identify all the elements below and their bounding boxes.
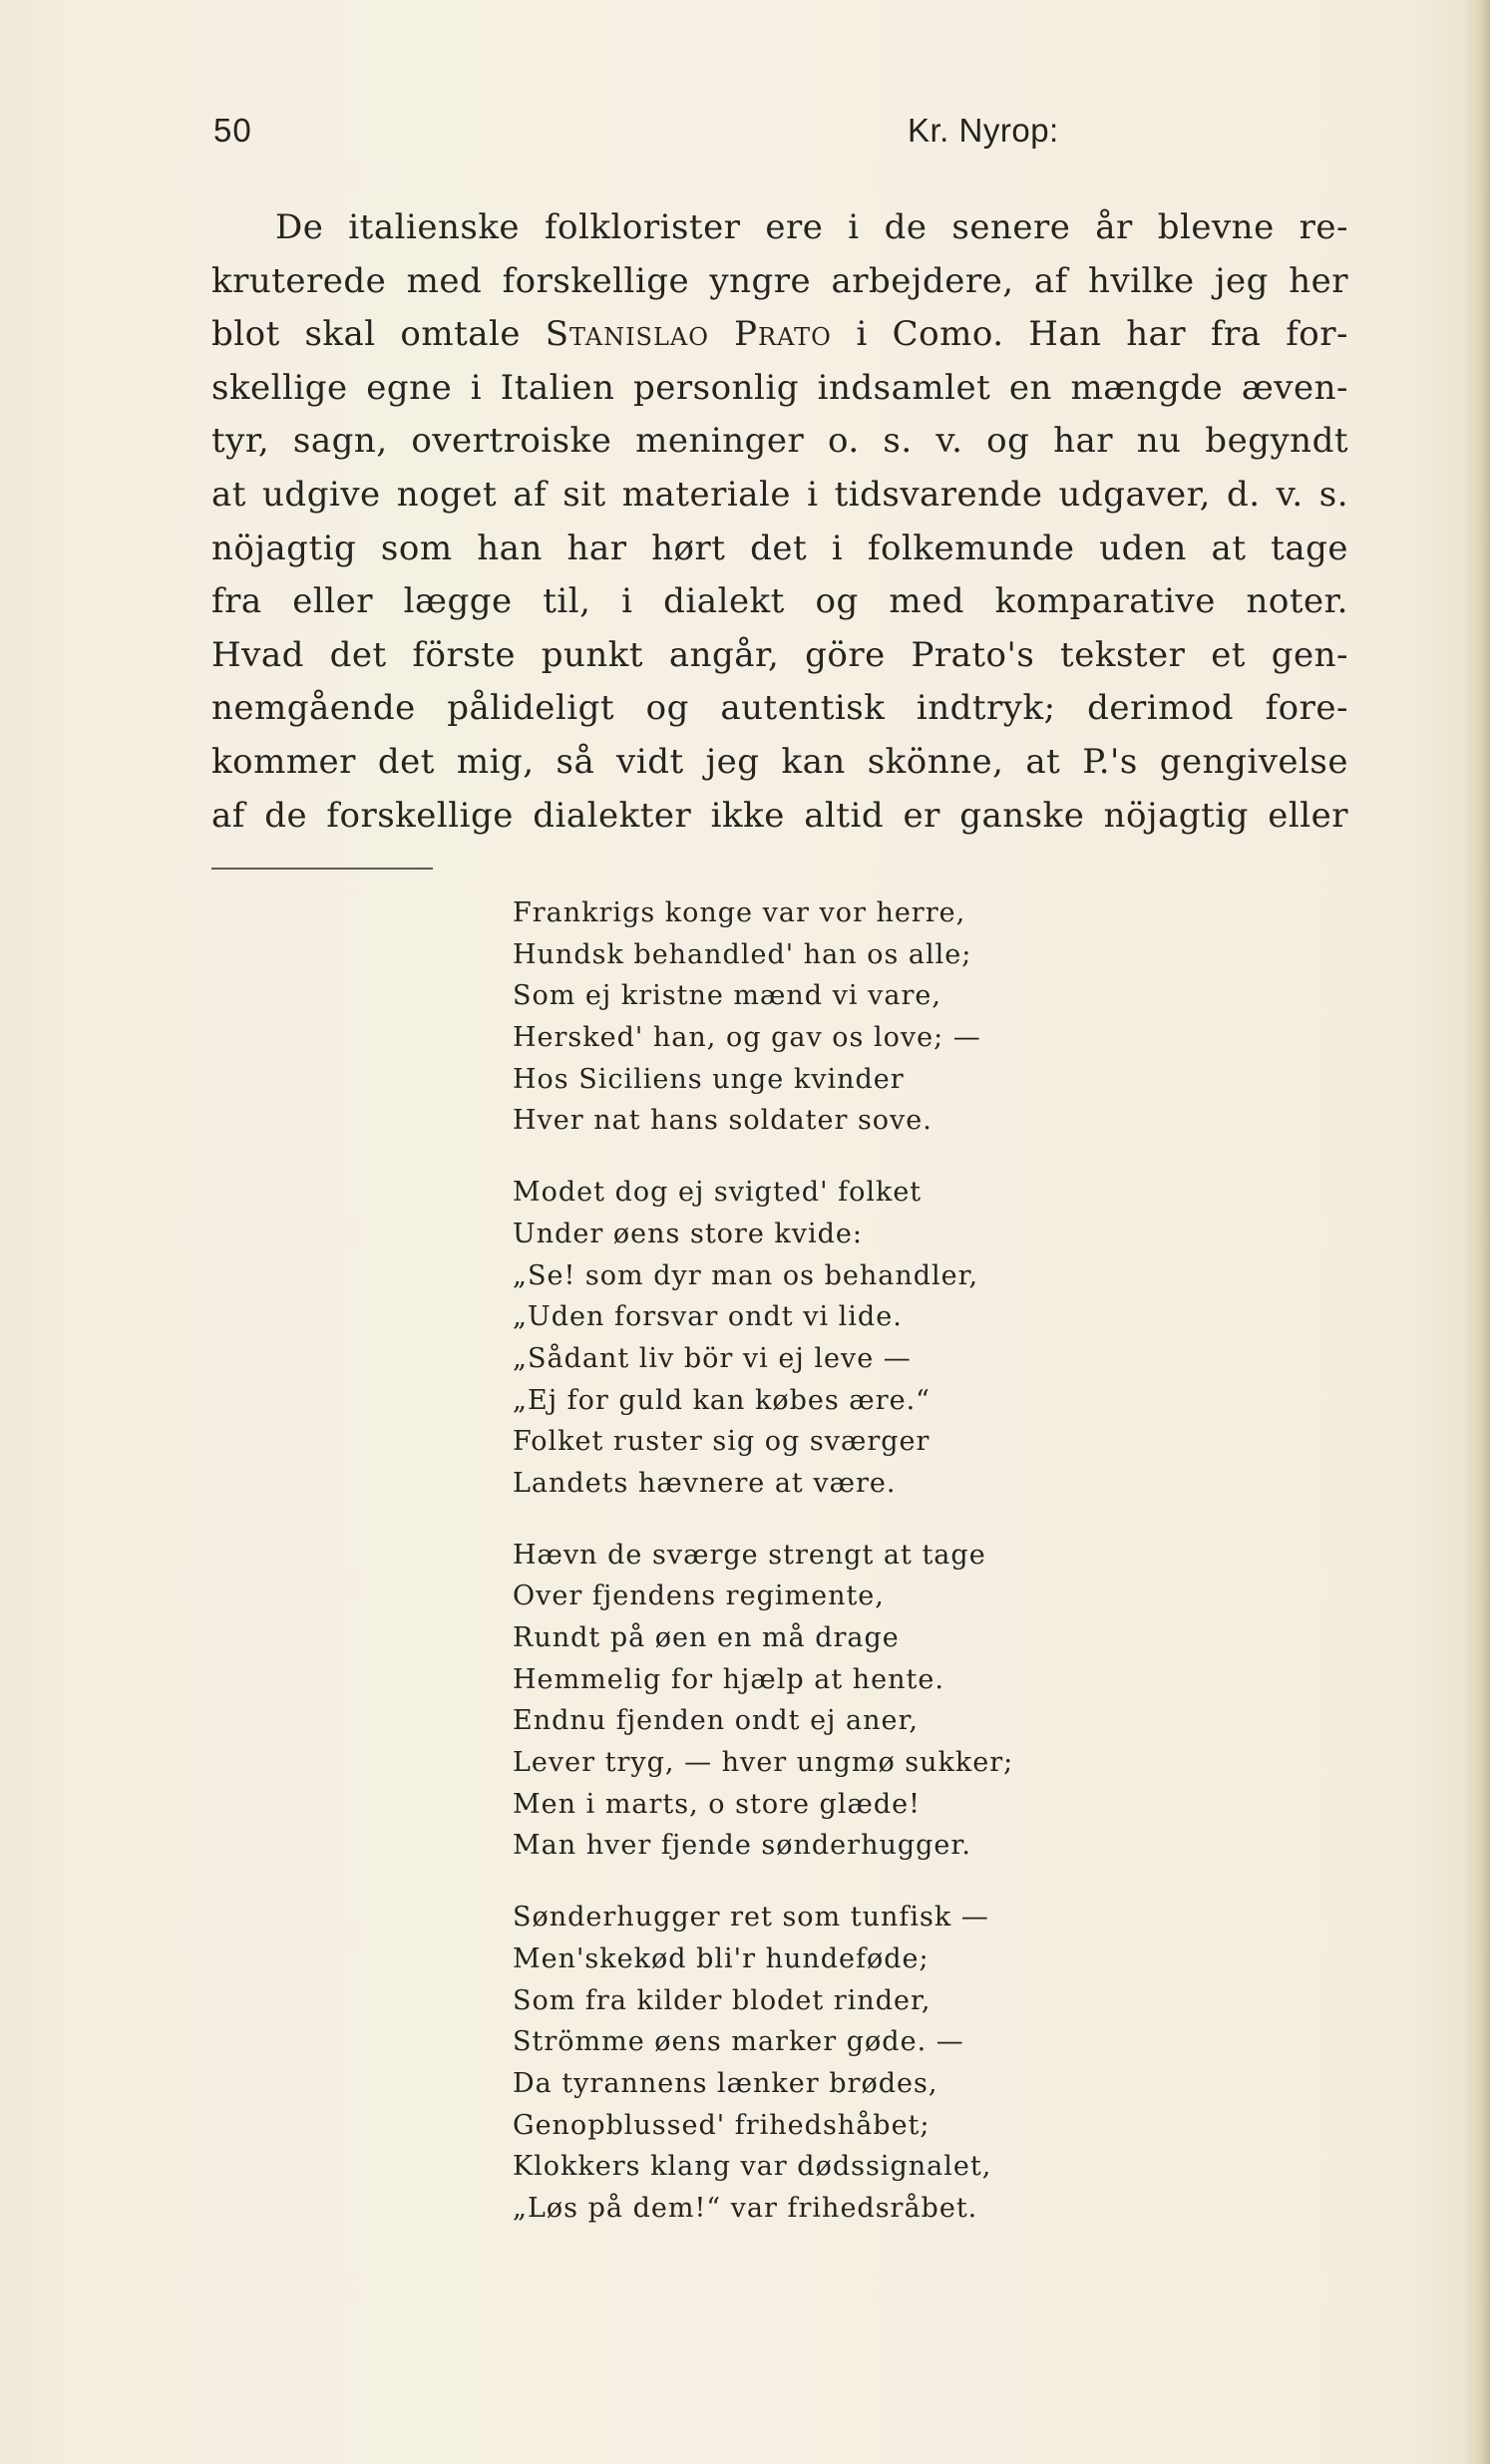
- verse-line: Modet dog ej svigted' folket: [513, 1177, 923, 1209]
- verse-line: Genopblussed' frihedshåbet;: [513, 2109, 931, 2141]
- verse-line: Som fra kilder blodet rinder,: [513, 1984, 931, 2016]
- verse-line: Men i marts, o store glæde!: [513, 1788, 921, 1820]
- body-paragraph: [211, 201, 1348, 843]
- verse-line: Da tyrannens lænker brødes,: [513, 2067, 938, 2099]
- prose-line: kruterede med forskellige yngre arbejdere, af hvilke jeg her: [211, 260, 1348, 301]
- verse-line: Men'skekød bli'r hundeføde;: [513, 1942, 930, 1974]
- poem-stanza: [513, 892, 1111, 1142]
- prose-line: skellige egne i Italien personlig indsamlet en mængde æven-: [211, 367, 1348, 408]
- verse-line: Hos Siciliens unge kvinder: [513, 1063, 905, 1095]
- footnote-rule: [211, 868, 433, 870]
- verse-line: „Uden forsvar ondt vi lide.: [513, 1301, 903, 1333]
- verse-line: Man hver fjende sønderhugger.: [513, 1830, 971, 1862]
- verse-line: „Sådant liv bör vi ej leve —: [513, 1342, 912, 1374]
- poem-stanza: [513, 1172, 1111, 1505]
- verse-line: Frankrigs konge var vor herre,: [513, 897, 966, 928]
- verse-line: Landets hævnere at være.: [513, 1467, 897, 1499]
- prose-text: blot skal omtale: [211, 314, 546, 355]
- prose-line: nöjagtig som han har hørt det i folkemunde uden at tage: [211, 528, 1348, 568]
- verse-line: Endnu fjenden ondt ej aner,: [513, 1705, 919, 1737]
- page-edge-shadow: [1464, 0, 1490, 2464]
- prose-text: i Como. Han har fra for-: [831, 314, 1349, 355]
- prose-line: Hvad det förste punkt angår, göre Prato's tekster et gen-: [211, 634, 1348, 675]
- poem-stanza: [513, 1535, 1111, 1868]
- verse-line: Over fjendens regimente,: [513, 1581, 885, 1612]
- prose-line: af de forskellige dialekter ikke altid er ganske nöjagtig eller: [211, 795, 1348, 836]
- prose-line: at udgive noget af sit materiale i tidsvarende udgaver, d. v. s.: [211, 474, 1348, 515]
- prose-line: nemgående pålideligt og autentisk indtryk; derimod fore-: [211, 688, 1348, 729]
- poem-stanza: [513, 1897, 1111, 2230]
- verse-line: „Se! som dyr man os behandler,: [513, 1259, 979, 1291]
- verse-line: „Ej for guld kan købes ære.“: [513, 1384, 931, 1416]
- page-header: [213, 112, 1350, 162]
- verse-line: Strömme øens marker gøde. —: [513, 2026, 964, 2058]
- running-head: Kr. Nyrop:: [908, 112, 1059, 149]
- verse-line: Som ej kristne mænd vi vare,: [513, 980, 941, 1012]
- verse-line: Hver nat hans soldater sove.: [513, 1105, 932, 1137]
- prose-line: fra eller lægge til, i dialekt og med komparative noter.: [211, 581, 1348, 622]
- verse-line: Hemmelig for hjælp at hente.: [513, 1663, 944, 1695]
- verse-line: Hundsk behandled' han os alle;: [513, 938, 972, 970]
- author-name: Stanislao Prato: [545, 314, 832, 355]
- prose-line: tyr, sagn, overtroiske meninger o. s. v. og har nu begyndt: [211, 421, 1348, 462]
- prose-line: De italienske folklorister ere i de senere år blevne re-: [275, 207, 1348, 247]
- verse-line: „Løs på dem!“ var frihedsråbet.: [513, 2192, 978, 2224]
- verse-line: Lever tryg, — hver ungmø sukker;: [513, 1747, 1014, 1779]
- verse-line: Sønderhugger ret som tunfisk —: [513, 1902, 989, 1934]
- verse-line: Klokkers klang var dødssignalet,: [513, 2151, 992, 2183]
- verse-line: Hersked' han, og gav os love; —: [513, 1022, 981, 1054]
- verse-line: Under øens store kvide:: [513, 1218, 863, 1249]
- poem: [513, 892, 1111, 2230]
- verse-line: Rundt på øen en må drage: [513, 1622, 900, 1653]
- verse-line: Hævn de sværge strengt at tage: [513, 1539, 986, 1571]
- prose-line: [211, 308, 1348, 362]
- prose-line: kommer det mig, så vidt jeg kan skönne, at P.'s gengivelse: [211, 741, 1348, 782]
- verse-line: Folket ruster sig og sværger: [513, 1426, 931, 1458]
- page-number: 50: [213, 112, 252, 149]
